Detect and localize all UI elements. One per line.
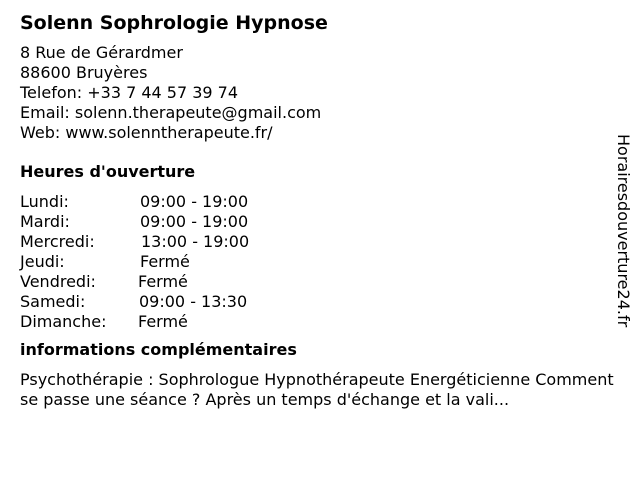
day-hours: Fermé bbox=[138, 272, 188, 291]
web-line: Web: www.solenntherapeute.fr/ bbox=[20, 123, 273, 142]
info-heading: informations complémentaires bbox=[20, 340, 297, 359]
day-label: Dimanche: bbox=[20, 312, 107, 331]
hours-table bbox=[20, 192, 620, 332]
hours-heading: Heures d'ouverture bbox=[20, 162, 196, 181]
hours-row-thursday bbox=[20, 252, 620, 272]
business-name: Solenn Sophrologie Hypnose bbox=[20, 12, 328, 34]
day-label: Lundi: bbox=[20, 192, 69, 211]
address-city: 88600 Bruyères bbox=[20, 63, 148, 82]
day-hours: 09:00 - 19:00 bbox=[140, 212, 249, 231]
business-card bbox=[20, 10, 620, 410]
day-hours: Fermé bbox=[138, 312, 188, 331]
day-hours: 09:00 - 13:30 bbox=[139, 292, 248, 311]
day-hours: Fermé bbox=[140, 252, 190, 271]
phone-line: Telefon: +33 7 44 57 39 74 bbox=[20, 83, 239, 102]
email-line: Email: solenn.therapeute@gmail.com bbox=[20, 103, 322, 122]
day-label: Mercredi: bbox=[20, 232, 95, 251]
day-label: Mardi: bbox=[20, 212, 70, 231]
day-label: Jeudi: bbox=[20, 252, 65, 271]
hours-row-monday bbox=[20, 192, 620, 212]
hours-row-sunday bbox=[20, 312, 620, 332]
site-watermark: Horairesdouverture24.fr bbox=[614, 134, 633, 328]
day-hours: 13:00 - 19:00 bbox=[141, 232, 250, 251]
hours-row-friday bbox=[20, 272, 620, 292]
address-street: 8 Rue de Gérardmer bbox=[20, 43, 183, 62]
hours-row-saturday bbox=[20, 292, 620, 312]
hours-row-wednesday bbox=[20, 232, 620, 252]
day-label: Vendredi: bbox=[20, 272, 96, 291]
info-description: Psychothérapie : Sophrologue Hypnothérapeute Energéticienne Comment se passe une séance ? Après un temps d'échange et la vali... bbox=[20, 370, 614, 409]
day-label: Samedi: bbox=[20, 292, 86, 311]
day-hours: 09:00 - 19:00 bbox=[140, 192, 249, 211]
hours-row-tuesday bbox=[20, 212, 620, 232]
